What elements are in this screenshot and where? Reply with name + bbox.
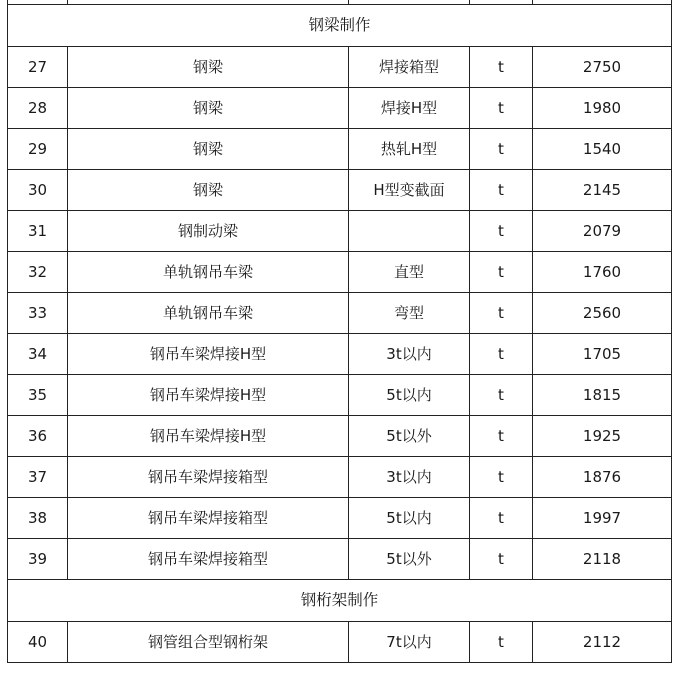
item-name-cell: 单轨钢吊车梁: [68, 293, 349, 334]
unit-cell: t: [470, 293, 533, 334]
table-body: [8, 0, 672, 663]
spec-cell: 焊接H型: [349, 88, 470, 129]
table-row: [8, 334, 672, 375]
table-row: [8, 211, 672, 252]
table-row: [8, 457, 672, 498]
unit-cell: t: [470, 375, 533, 416]
value-cell: 1705: [533, 334, 672, 375]
row-number-cell: 39: [8, 539, 68, 580]
value-cell: 1997: [533, 498, 672, 539]
value-cell: 1815: [533, 375, 672, 416]
row-number-cell: 35: [8, 375, 68, 416]
table-row: [8, 129, 672, 170]
row-number-cell: 27: [8, 47, 68, 88]
unit-cell: t: [470, 334, 533, 375]
unit-cell: t: [470, 622, 533, 663]
row-number-cell: 28: [8, 88, 68, 129]
table-row: [8, 170, 672, 211]
spec-cell: 5t以外: [349, 416, 470, 457]
unit-cell: t: [470, 457, 533, 498]
item-name-cell: 单轨钢吊车梁: [68, 252, 349, 293]
value-cell: 2118: [533, 539, 672, 580]
item-name-cell: 钢吊车梁焊接H型: [68, 416, 349, 457]
spec-cell: 3t以内: [349, 334, 470, 375]
table-row: [8, 498, 672, 539]
unit-cell: t: [470, 252, 533, 293]
value-cell: 1760: [533, 252, 672, 293]
table-row: [8, 375, 672, 416]
unit-cell: t: [470, 47, 533, 88]
item-name-cell: 钢梁: [68, 170, 349, 211]
value-cell: 2145: [533, 170, 672, 211]
spec-cell: 7t以内: [349, 622, 470, 663]
item-name-cell: 钢吊车梁焊接箱型: [68, 457, 349, 498]
row-number-cell: 30: [8, 170, 68, 211]
item-name-cell: 钢梁: [68, 129, 349, 170]
table-row: [8, 622, 672, 663]
unit-cell: t: [470, 129, 533, 170]
row-number-cell: 40: [8, 622, 68, 663]
item-name-cell: 钢吊车梁焊接H型: [68, 334, 349, 375]
spec-cell: 5t以外: [349, 539, 470, 580]
value-cell: 2079: [533, 211, 672, 252]
unit-cell: t: [470, 539, 533, 580]
spec-cell: 5t以内: [349, 498, 470, 539]
row-number-cell: 36: [8, 416, 68, 457]
spec-cell: 直型: [349, 252, 470, 293]
section-header-row: [8, 580, 672, 622]
section-title: 钢梁制作: [8, 5, 672, 47]
spec-cell: 热轧H型: [349, 129, 470, 170]
item-name-cell: 钢吊车梁焊接箱型: [68, 539, 349, 580]
spec-cell: [349, 211, 470, 252]
row-number-cell: 31: [8, 211, 68, 252]
spec-cell: 3t以内: [349, 457, 470, 498]
row-number-cell: 33: [8, 293, 68, 334]
spec-cell: H型变截面: [349, 170, 470, 211]
table-row: [8, 252, 672, 293]
unit-cell: t: [470, 88, 533, 129]
table-row: [8, 416, 672, 457]
value-cell: 2112: [533, 622, 672, 663]
row-number-cell: 32: [8, 252, 68, 293]
table-row: [8, 47, 672, 88]
item-name-cell: 钢管组合型钢桁架: [68, 622, 349, 663]
value-cell: 1925: [533, 416, 672, 457]
row-number-cell: 29: [8, 129, 68, 170]
section-title: 钢桁架制作: [8, 580, 672, 622]
value-cell: 1980: [533, 88, 672, 129]
unit-cell: t: [470, 416, 533, 457]
price-table: [7, 0, 672, 663]
table-row: [8, 88, 672, 129]
value-cell: 1540: [533, 129, 672, 170]
spec-cell: 弯型: [349, 293, 470, 334]
item-name-cell: 钢吊车梁焊接箱型: [68, 498, 349, 539]
row-number-cell: 34: [8, 334, 68, 375]
unit-cell: t: [470, 211, 533, 252]
value-cell: 1876: [533, 457, 672, 498]
row-number-cell: 37: [8, 457, 68, 498]
item-name-cell: 钢梁: [68, 47, 349, 88]
item-name-cell: 钢吊车梁焊接H型: [68, 375, 349, 416]
table-row: [8, 539, 672, 580]
row-number-cell: 38: [8, 498, 68, 539]
value-cell: 2750: [533, 47, 672, 88]
unit-cell: t: [470, 170, 533, 211]
table-row: [8, 293, 672, 334]
value-cell: 2560: [533, 293, 672, 334]
section-header-row: [8, 5, 672, 47]
spec-cell: 焊接箱型: [349, 47, 470, 88]
item-name-cell: 钢制动梁: [68, 211, 349, 252]
item-name-cell: 钢梁: [68, 88, 349, 129]
spec-cell: 5t以内: [349, 375, 470, 416]
unit-cell: t: [470, 498, 533, 539]
